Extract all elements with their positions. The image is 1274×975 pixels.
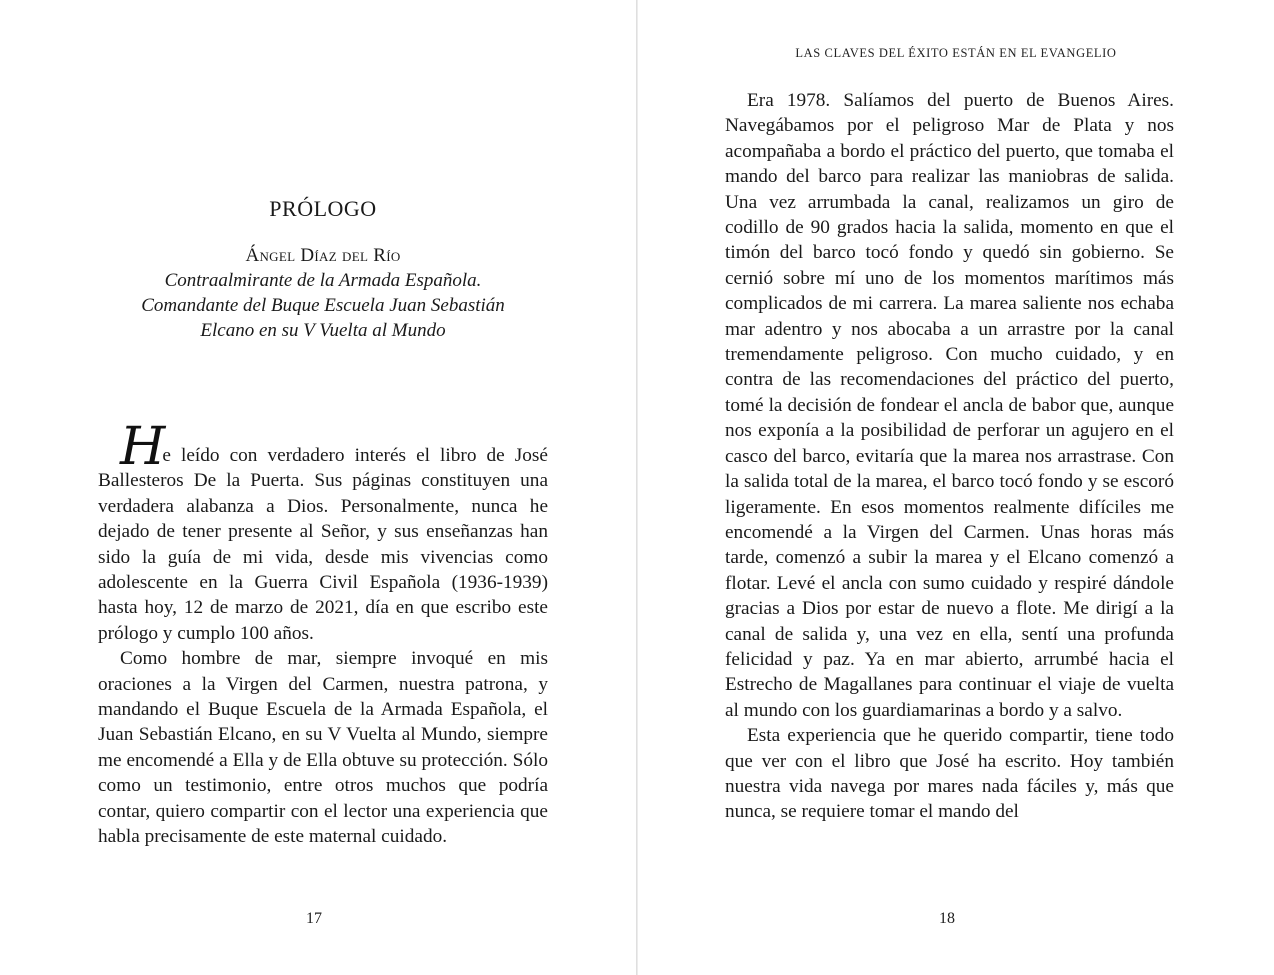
- author-role-line-3: Elcano en su V Vuelta al Mundo: [200, 320, 446, 341]
- page-number-left: 17: [306, 910, 322, 927]
- left-body-text: [98, 417, 548, 850]
- author-role-line-1: Contraalmirante de la Armada Española.: [164, 270, 482, 291]
- right-body-text: [725, 88, 1174, 825]
- author-name: Ángel Díaz del Río: [245, 245, 401, 266]
- prologue-paragraph-2: Como hombre de mar, siempre invoqué en mis oraciones a la Virgen del Carmen, nuestra patrona, y mandando el Buque Escuela de la Armada Española, el Juan Sebastián Elcano, en su V Vuelta al Mundo, siempre me encomendé a Ella y de Ella obtuve su protección. Sólo como un testimonio, entre otros muchos que podría contar, quiero compartir con el lector una experiencia que habla precisamente de este maternal cuidado.: [98, 648, 548, 848]
- left-page: [0, 0, 636, 975]
- running-head: LAS CLAVES DEL ÉXITO ESTÁN EN EL EVANGELIO: [795, 46, 1117, 60]
- chapter-title: PRÓLOGO: [269, 196, 377, 221]
- author-block: [98, 243, 548, 343]
- story-paragraph-1: Era 1978. Salíamos del puerto de Buenos Aires. Navegábamos por el peligroso Mar de Plata y nos acompañaba a bordo el práctico del puerto, que tomaba el mando del barco para realizar las maniobras de salida. Una vez arrumbada la canal, realizamos un giro de codillo de 90 grados hacia la salida, momento en que el timón del barco tocó fondo y quedó sin gobierno. Se cernió sobre mí uno de los momentos marítimos más complicados de mi carrera. La marea saliente nos echaba mar adentro y nos abocaba a un arrastre por la canal tremendamente peligroso. Con mucho cuidado, y en contra de las recomendaciones del práctico del puerto, tomé la decisión de fondear el ancla de babor que, aunque nos exponía a la posibilidad de perforar un agujero en el casco del barco, evitaría que la marea nos arrastrase. Con la salida total de la marea, el barco tocó fondo y se escoró ligeramente. En esos momentos realmente difíciles me encomendé a la Virgen del Carmen. Unas horas más tarde, comenzó a subir la marea y el Elcano comenzó a flotar. Levé el ancla con sumo cuidado y respiré dándole gracias a Dios por estar de nuevo a flote. Me dirigí a la canal de salida y, una vez en ella, sentí una profunda felicidad y paz. Ya en mar abierto, arrumbé hacia el Estrecho de Magallanes para continuar el viaje de vuelta al mundo con los guardiamarinas a bordo y a salvo.: [725, 90, 1174, 721]
- drop-cap: H: [120, 417, 162, 477]
- author-role-line-2: Comandante del Buque Escuela Juan Sebastián: [141, 295, 505, 316]
- page-number-right: 18: [939, 910, 955, 927]
- prologue-paragraph-1-text: e leído con verdadero interés el libro de José Ballesteros De la Puerta. Sus páginas constituyen una verdadera alabanza a Dios. Personalmente, nunca he dejado de tener presente al Señor, y sus enseñanzas han sido la guía de mi vida, desde mis vivencias como adolescente en la Guerra Civil Española (1936-1939) hasta hoy, 12 de marzo de 2021, día en que escribo este prólogo y cumplo 100 años.: [98, 445, 548, 644]
- right-page: [638, 0, 1274, 975]
- prologue-paragraph-1: [98, 417, 548, 646]
- story-paragraph-2: Esta experiencia que he querido compartir, tiene todo que ver con el libro que José ha escrito. Hoy también nuestra vida navega por mares nada fáciles y, más que nunca, se requiere tomar el mando del: [725, 725, 1174, 823]
